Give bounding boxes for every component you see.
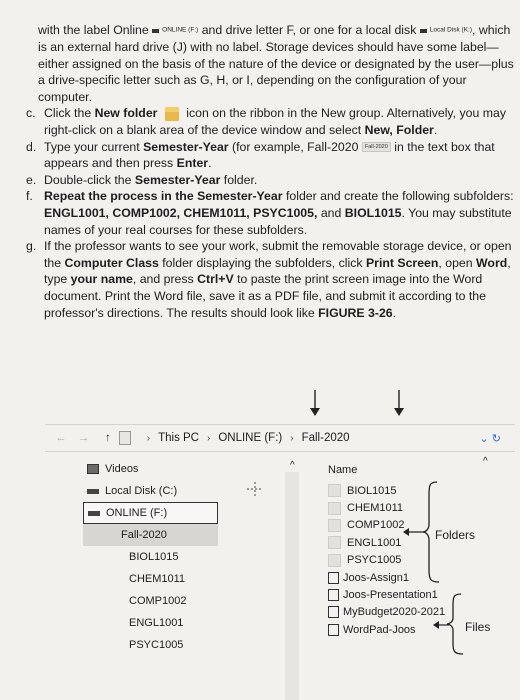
instruction-text	[26, 22, 514, 321]
nav-item-videos[interactable]: Videos	[83, 458, 218, 480]
nav-item-online[interactable]: ONLINE (F:)	[83, 502, 218, 524]
file-icon	[328, 572, 339, 584]
folders-label: Folders	[435, 528, 476, 542]
breadcrumb[interactable]: › This PC › ONLINE (F:) › Fall-2020	[119, 431, 350, 445]
folder-icon	[328, 484, 341, 497]
breadcrumb-item[interactable]: This PC	[158, 432, 199, 444]
breadcrumb-item[interactable]: Fall-2020	[301, 432, 350, 444]
drive-icon	[87, 489, 99, 494]
breadcrumb-item[interactable]: ONLINE (F:)	[218, 432, 283, 444]
file-icon	[328, 624, 339, 636]
nav-item-folder[interactable]: ENGL1001	[129, 617, 184, 629]
pointer-arrow-icon	[433, 620, 449, 630]
folder-icon	[328, 536, 341, 549]
nav-item-folder[interactable]: CHEM1011	[129, 573, 186, 585]
folder-row[interactable]: CHEM1011	[328, 499, 468, 516]
file-icon	[328, 606, 339, 618]
nav-item-folder[interactable]: COMP1002	[129, 595, 187, 607]
collapse-caret-icon[interactable]: ^	[483, 456, 488, 467]
textbox-icon: Fall-2020	[362, 142, 391, 152]
intro-paragraph: with the label Online ONLINE (F:) and drive letter F, or one for a local disk Local Disk (K:), which is an external hard drive (J) with no label. Storage devices should have some label—either assigned on the basis of the nature of the device or designated by the user—plus a drive-specific letter such as G, H, or I, depending on the configuration of your computer.	[38, 23, 514, 104]
folder-icon	[328, 554, 341, 567]
file-row[interactable]: Joos-Presentation1	[328, 586, 468, 603]
new-folder-icon	[165, 107, 179, 121]
nav-item-folder[interactable]: PSYC1005	[129, 639, 184, 651]
pointer-arrow-icon	[392, 388, 406, 418]
address-bar	[45, 424, 515, 452]
file-row[interactable]: WordPad-Joos	[328, 621, 468, 638]
video-icon	[87, 464, 99, 474]
folder-row[interactable]: BIOL1015	[328, 482, 468, 499]
files-label: Files	[465, 620, 491, 634]
local-disk-icon: Local Disk (K:)	[420, 23, 472, 37]
scrollbar[interactable]	[285, 472, 299, 700]
file-row[interactable]: MyBudget2020-2021	[328, 604, 468, 621]
nav-item-fall-2020[interactable]: Fall-2020	[83, 524, 218, 546]
step-e: e. Double-click the Semester-Year folder.	[26, 172, 258, 187]
step-f: f. Repeat the process in the Semester-Year folder and create the following subfolders: ENGL1001, COMP1002, CHEM1011, PSYC1005, and BIOL1015. You may substitute names of your real courses for these subfolders.	[26, 189, 514, 237]
navigation-pane	[83, 458, 218, 656]
file-row[interactable]: Joos-Assign1	[328, 569, 468, 586]
back-forward-icon[interactable]: ← →	[55, 432, 94, 444]
nav-item-folder[interactable]: BIOL1015	[129, 551, 179, 563]
online-drive-icon: ONLINE (F:)	[152, 23, 198, 37]
collapse-caret-icon[interactable]: ^	[290, 460, 295, 471]
folder-row[interactable]: COMP1002	[328, 517, 468, 534]
files-brace-icon	[447, 592, 467, 656]
file-icon	[328, 589, 339, 601]
file-explorer-screenshot	[45, 424, 515, 700]
pointer-arrow-icon	[308, 388, 322, 418]
step-c: c. Click the New folder icon on the ribbon in the New group. Alternatively, you may right-click on a blank area of the device window and select New, Folder.	[26, 106, 506, 138]
up-arrow-icon[interactable]: ↑	[105, 432, 111, 444]
nav-item-local-disk[interactable]: Local Disk (C:)	[83, 480, 218, 502]
refresh-icon[interactable]: ⌄ ↻	[479, 432, 501, 445]
step-d: d. Type your current Semester-Year (for example, Fall-2020 Fall-2020 in the text box that appears and then press Enter.	[26, 139, 495, 171]
folder-icon	[328, 519, 341, 532]
folder-row[interactable]: PSYC1005	[328, 552, 468, 569]
pc-icon	[119, 431, 131, 445]
folder-row[interactable]: ENGL1001	[328, 534, 468, 551]
name-column-header[interactable]: Name	[328, 464, 358, 476]
pointer-arrow-icon	[403, 527, 425, 537]
drive-icon	[88, 511, 100, 516]
folder-icon	[328, 502, 341, 515]
step-g: g. If the professor wants to see your work, submit the removable storage device, or open the Computer Class folder displaying the subfolders, click Print Screen, open Word, type your name, and press Ctrl+V to paste the print screen image into the Word document. Print the Word file, save it as a PDF file, and submit it according to the professor's directions. The results should look like FIGURE 3-26.	[26, 239, 512, 320]
cursor-crosshair-icon	[247, 482, 263, 496]
